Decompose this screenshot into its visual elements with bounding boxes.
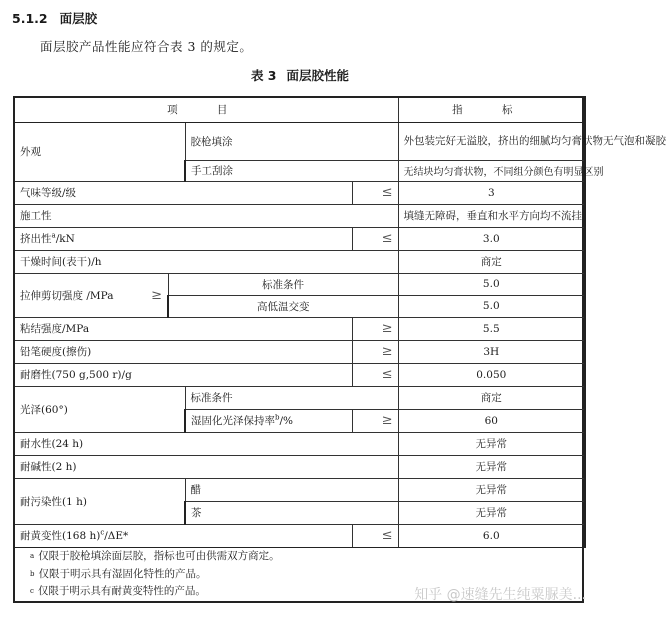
row-value: 外包装完好无溢胶，挤出的细腻均匀膏状物无气泡和凝胶 [398,122,585,160]
le-symbol: ≤ [352,181,398,204]
row-value: 60 [398,409,585,432]
row-value: 无异常 [398,478,585,501]
table-row [14,181,585,204]
sub-label: 手工刮涂 [185,160,398,181]
footnote: $^c$ 仅限于明示具有耐黄变特性的产品。 [30,585,206,597]
section-title: 面层胶 [59,11,98,26]
sub-label: 高低温交变 [168,295,398,317]
row-value: 3 [398,181,585,204]
table-footnotes [30,548,280,601]
table-row [14,340,585,363]
row-value: 3H [398,340,585,363]
row-value: 5.0 [398,295,585,317]
row-label: 拉伸剪切强度 /MPa ≥ [14,273,168,317]
table-row [14,386,585,409]
table-row [14,227,585,250]
row-label: 光泽(60°) [14,386,185,432]
sub-label: 标准条件 [168,273,398,295]
intro-paragraph: 面层胶产品性能应符合表 3 的规定。 [40,39,253,54]
row-label: 挤出性$^a$/kN [14,227,352,250]
section-heading [12,9,97,27]
table-caption [0,66,600,84]
table-row [14,478,585,501]
table-caption-label: 表 3 [250,68,277,83]
le-symbol: ≤ [352,524,398,547]
sub-label: 标准条件 [185,386,398,409]
ge-symbol: ≥ [151,287,162,303]
row-label: 耐黄变性(168 h)$^c$/ΔE* [14,524,352,547]
row-label: 铅笔硬度(擦伤) [14,340,352,363]
table-row [14,432,585,455]
table-row [14,204,585,227]
table-header-row [14,97,585,122]
row-value: 填缝无障碍，垂直和水平方向均不流挂 [398,204,585,227]
table-row [14,317,585,340]
table-row [14,363,585,386]
table-row [14,122,585,160]
row-value: 商定 [398,250,585,273]
table-row [14,455,585,478]
le-symbol: ≤ [352,227,398,250]
row-label: 粘结强度/MPa [14,317,352,340]
row-value: 0.050 [398,363,585,386]
header-spec: 指 标 [398,97,585,122]
ge-symbol: ≥ [352,317,398,340]
sub-label: 茶 [185,501,398,524]
row-label: 耐碱性(2 h) [14,455,398,478]
row-label: 气味等级/级 [14,181,352,204]
row-value: 商定 [398,386,585,409]
row-label: 耐污染性(1 h) [14,478,185,524]
section-number: 5.1.2 [12,11,48,26]
le-symbol: ≤ [352,363,398,386]
row-label: 施工性 [14,204,398,227]
row-value: 无结块均匀膏状物，不同组分颜色有明显区别 [398,160,585,181]
sub-label: 胶枪填涂 [185,122,398,160]
row-value: 无异常 [398,455,585,478]
footnote: $^b$ 仅限于明示具有湿固化特性的产品。 [30,567,207,580]
row-label: 耐水性(24 h) [14,432,398,455]
footnote: $^a$ 仅限于胶枪填涂面层胶，指标也可由供需双方商定。 [30,550,280,562]
sub-label: 醋 [185,478,398,501]
table-caption-title: 面层胶性能 [286,68,350,83]
table-row [14,273,585,295]
row-label: 外观 [14,122,185,181]
ge-symbol: ≥ [352,340,398,363]
table-row [14,250,585,273]
watermark: 知乎 @速缝先生纯粟脲美... [414,587,586,603]
row-value: 6.0 [398,524,585,547]
row-value: 5.5 [398,317,585,340]
row-value: 无异常 [398,432,585,455]
header-item: 项 目 [14,97,398,122]
table-row [14,524,585,547]
ge-symbol: ≥ [352,409,398,432]
row-label: 耐磨性(750 g,500 r)/g [14,363,352,386]
sub-label: 湿固化光泽保持率$^b$/% [185,409,352,432]
spec-table [13,96,666,548]
row-value: 3.0 [398,227,585,250]
row-value: 5.0 [398,273,585,295]
row-label: 干燥时间(表干)/h [14,250,398,273]
row-value: 无异常 [398,501,585,524]
